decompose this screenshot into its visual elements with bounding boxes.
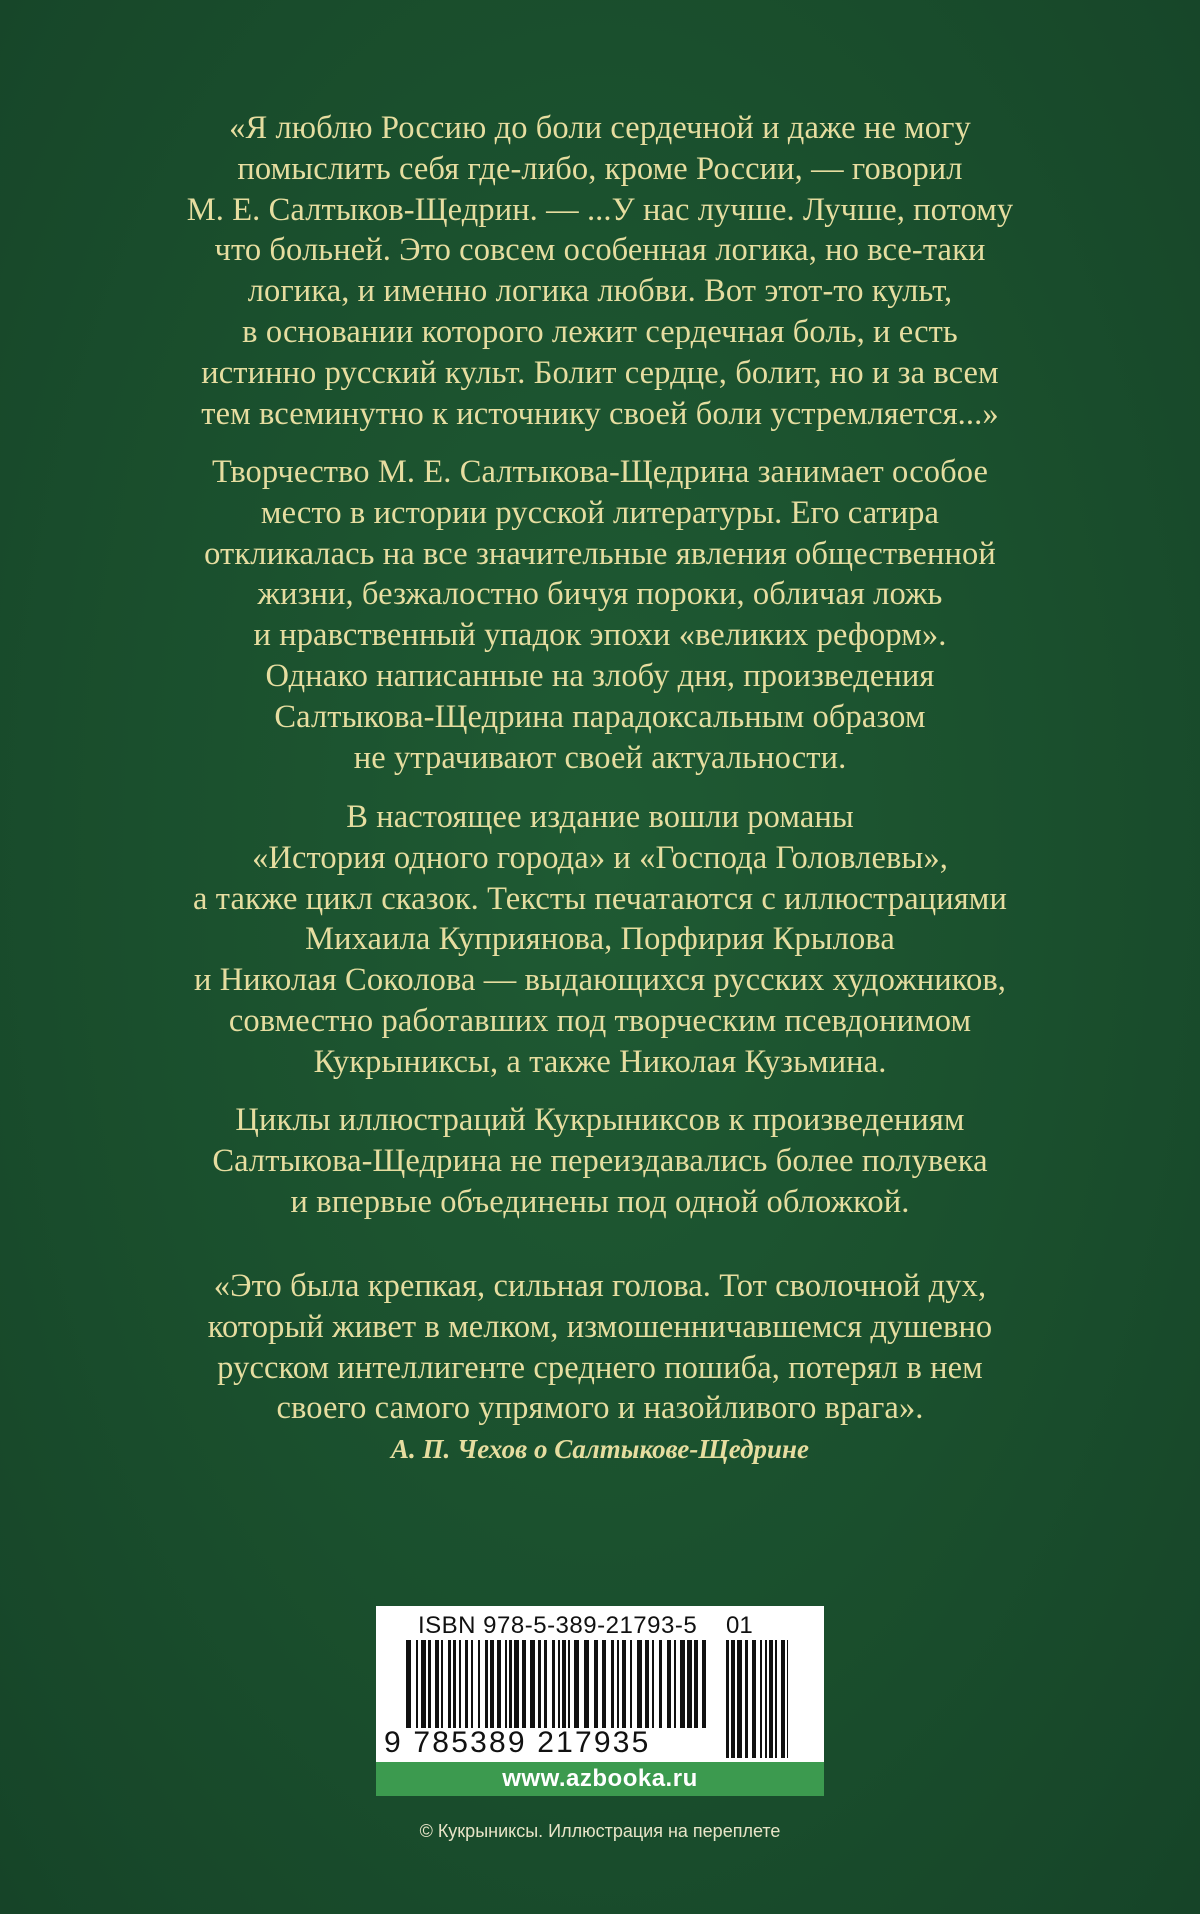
text-line: Салтыкова-Щедрина парадоксальным образом: [274, 698, 926, 735]
barcode-bar: [568, 1640, 570, 1728]
barcode-bar: [726, 1640, 729, 1758]
barcode-bar: [617, 1640, 619, 1728]
paragraph-creativity: [130, 452, 1070, 778]
text-line: «Я люблю Россию до боли сердечной и даже не могу: [229, 110, 971, 146]
text-line: Салтыкова-Щедрина не переиздавались более полувека: [212, 1142, 988, 1179]
text-line: который живет в мелком, измошенничавшемся душевно: [207, 1308, 993, 1345]
barcode-bar: [602, 1640, 606, 1728]
text-line: откликалась на все значительные явления общественной: [204, 535, 996, 572]
barcode-bar: [645, 1640, 649, 1728]
barcode-bar: [538, 1640, 541, 1728]
text-line: и впервые объединены под одной обложкой.: [290, 1183, 910, 1220]
barcode-bar: [428, 1640, 431, 1728]
barcode-bar: [667, 1640, 671, 1728]
barcode-bar: [680, 1640, 685, 1728]
quote-attribution: А. П. Чехов о Салтыкове-Щедрине: [391, 1434, 809, 1464]
text-line: совместно работавших под творческим псевдонимом: [228, 1002, 972, 1039]
text-line: М. Е. Салтыков-Щедрин. — ...У нас лучше. Лучше, потому: [186, 191, 1014, 228]
barcode-bar: [490, 1640, 494, 1728]
quote-chekhov: [130, 1266, 1070, 1429]
barcode-bar: [694, 1640, 698, 1728]
barcode-bar: [530, 1640, 535, 1728]
paragraph-edition: [130, 797, 1070, 1083]
text-line: в основании которого лежит сердечная боль, и есть: [242, 313, 958, 350]
isbn-number: ISBN 978-5-389-21793-5: [418, 1612, 698, 1639]
barcode-bar: [522, 1640, 526, 1728]
barcode-bar: [478, 1640, 480, 1728]
barcode-bar: [509, 1640, 512, 1728]
barcode-bar: [558, 1640, 560, 1728]
text-line: что больней. Это совсем особенная логика, но все-таки: [214, 232, 986, 269]
barcode-label: [376, 1606, 824, 1796]
barcode-bar: [687, 1640, 692, 1728]
barcode-bar: [594, 1640, 598, 1728]
barcode-bar: [737, 1640, 742, 1758]
barcode-bar: [435, 1640, 439, 1728]
barcode-bar: [459, 1640, 461, 1728]
text-line: своего самого упрямого и назойливого врага».: [276, 1390, 924, 1427]
barcode-bar: [562, 1640, 566, 1728]
barcode-bar: [630, 1640, 632, 1728]
barcode-bar: [775, 1640, 777, 1758]
barcode-bar: [416, 1640, 418, 1728]
ean-digits: 9 785389 217935: [384, 1726, 651, 1759]
barcode-bar: [659, 1640, 662, 1728]
barcode-bar: [752, 1640, 756, 1758]
barcode-bar: [611, 1640, 614, 1728]
barcode-bar: [787, 1640, 788, 1758]
barcode-bar: [406, 1640, 411, 1728]
barcode-bar: [421, 1640, 426, 1728]
barcode-bar: [505, 1640, 507, 1728]
text-line: «История одного города» и «Господа Головлевы»,: [252, 839, 948, 876]
barcode-bar: [674, 1640, 676, 1728]
text-line: и нравственный упадок эпохи «великих реформ».: [253, 617, 947, 654]
text-line: Кукрыниксы, а также Николая Кузьмина.: [313, 1043, 887, 1080]
publisher-url: www.azbooka.ru: [376, 1762, 824, 1796]
barcode-bar: [769, 1640, 773, 1758]
barcode-bar: [781, 1640, 785, 1758]
barcode-bar: [448, 1640, 451, 1728]
text-line: а также цикл сказок. Тексты печатаются с иллюстрациями: [193, 880, 1007, 917]
isbn-addon: 01: [726, 1612, 753, 1639]
text-line: В настоящее издание вошли романы: [346, 799, 854, 835]
barcode-bar: [652, 1640, 654, 1728]
text-line: Однако написанные на злобу дня, произведения: [265, 657, 935, 694]
text-line: и Николая Соколова — выдающихся русских художников,: [193, 962, 1007, 999]
text-line: «Это была крепкая, сильная голова. Тот сволочной дух,: [213, 1268, 987, 1304]
copyright-notice: © Кукрыниксы. Иллюстрация на переплете: [419, 1821, 781, 1841]
barcode-bar: [471, 1640, 473, 1728]
text-line: Творчество М. Е. Салтыкова-Щедрина занимает особое: [211, 454, 989, 490]
barcode-bar: [731, 1640, 735, 1758]
barcode-bar: [702, 1640, 706, 1728]
text-line: Циклы иллюстраций Кукрыниксов к произведениям: [235, 1102, 965, 1138]
barcode-bar: [622, 1640, 626, 1728]
text-line: русском интеллигенте среднего пошиба, потерял в нем: [217, 1349, 983, 1386]
barcode-bar: [637, 1640, 642, 1728]
barcode-bar: [760, 1640, 762, 1758]
barcode-bar: [552, 1640, 555, 1728]
barcode-bar: [544, 1640, 547, 1728]
barcode-bar: [745, 1640, 748, 1758]
text-line: Михаила Куприянова, Порфирия Крылова: [305, 921, 895, 958]
barcode-bar: [514, 1640, 519, 1728]
text-line: логика, и именно логика любви. Вот этот-то культ,: [247, 273, 953, 310]
barcode-bar: [765, 1640, 767, 1758]
barcode-bar: [441, 1640, 443, 1728]
text-line: не утрачивают своей актуальности.: [353, 739, 847, 776]
paragraph-illustrations: [130, 1100, 1070, 1222]
barcode-bar: [485, 1640, 488, 1728]
barcode-bar: [584, 1640, 589, 1728]
barcode-bar: [465, 1640, 468, 1728]
barcode-bar: [574, 1640, 579, 1728]
text-line: место в истории русской литературы. Его сатира: [260, 494, 940, 531]
barcode-bar: [453, 1640, 456, 1728]
text-line: тем всеминутно к источнику своей боли устремляется...»: [201, 395, 999, 432]
barcode-bar: [497, 1640, 501, 1728]
text-line: помыслить себя где-либо, кроме России, — говорил: [237, 150, 963, 187]
text-line: жизни, безжалостно бичуя пороки, обличая ложь: [257, 576, 943, 613]
quote-saltykov: [130, 108, 1070, 434]
text-line: истинно русский культ. Болит сердце, болит, но и за всем: [201, 354, 999, 391]
